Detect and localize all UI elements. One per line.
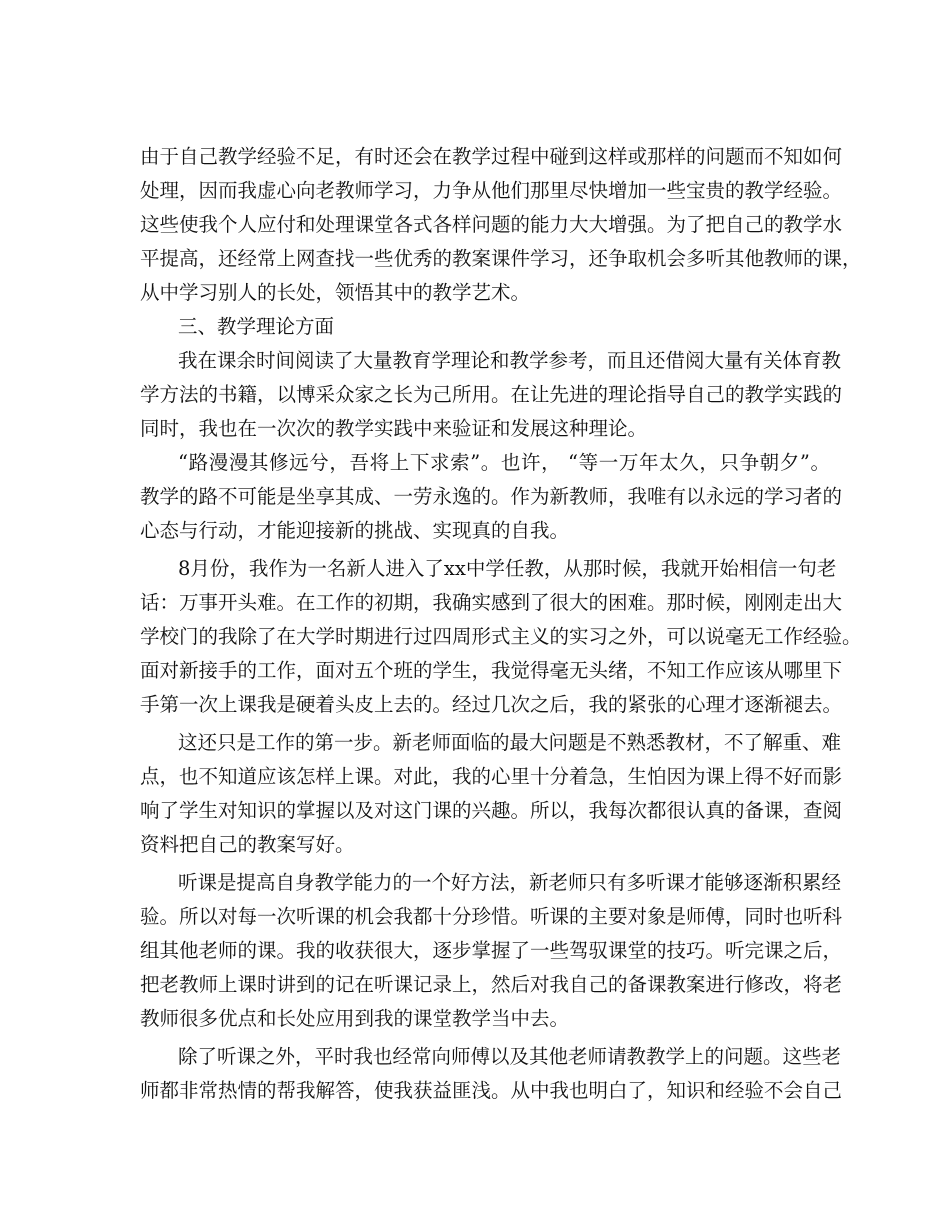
paragraph-line: 8月份，我作为一名新人进入了xx中学任教，从那时候，我就开始相信一句老 <box>178 557 837 580</box>
paragraph-line: 学校门的我除了在大学时期进行过四周形式主义的实习之外，可以说毫无工作经验。 <box>140 625 862 648</box>
paragraph-line: 话：万事开头难。在工作的初期，我确实感到了很大的困难。那时候，刚刚走出大 <box>140 591 843 614</box>
paragraph-line: 这还只是工作的第一步。新老师面临的最大问题是不熟悉教材，不了解重、难 <box>178 731 842 754</box>
paragraph-line: 把老教师上课时讲到的记在听课记录上，然后对我自己的备课教案进行修改，将老 <box>140 973 843 996</box>
paragraph-line: 教师很多优点和长处应用到我的课堂教学当中去。 <box>140 1007 570 1030</box>
paragraph-line: 师都非常热情的帮我解答，使我获益匪浅。从中我也明白了，知识和经验不会自己 <box>140 1079 843 1102</box>
paragraph-line: 我在课余时间阅读了大量教育学理论和教学参考，而且还借阅大量有关体育教 <box>178 349 842 372</box>
paragraph-line: 听课是提高自身教学能力的一个好方法，新老师只有多听课才能够逐渐积累经 <box>178 871 842 894</box>
section-heading: 三、教学理论方面 <box>178 315 335 338</box>
paragraph-line: 组其他老师的课。我的收获很大，逐步掌握了一些驾驭课堂的技巧。听完课之后， <box>140 939 843 962</box>
paragraph-line: 面对新接手的工作，面对五个班的学生，我觉得毫无头绪，不知工作应该从哪里下 <box>140 659 843 682</box>
paragraph-line: 学方法的书籍，以博采众家之长为己所用。在让先进的理论指导自己的教学实践的 <box>140 383 843 406</box>
paragraph-line: 除了听课之外，平时我也经常向师傅以及其他老师请教教学上的问题。这些老 <box>178 1045 842 1068</box>
paragraph-line: 这些使我个人应付和处理课堂各式各样问题的能力大大增强。为了把自己的教学水 <box>140 213 843 236</box>
paragraph-line: 教学的路不可能是坐享其成、一劳永逸的。作为新教师，我唯有以永远的学习者的 <box>140 485 843 508</box>
paragraph-line: 由于自己教学经验不足，有时还会在教学过程中碰到这样或那样的问题而不知如何 <box>140 145 843 168</box>
document-body <box>140 140 862 1108</box>
paragraph-line: 处理，因而我虚心向老教师学习，力争从他们那里尽快增加一些宝贵的教学经验。 <box>140 179 843 202</box>
paragraph-line: 同时，我也在一次次的教学实践中来验证和发展这种理论。 <box>140 417 648 440</box>
paragraph-line: 从中学习别人的长处，领悟其中的教学艺术。 <box>140 281 531 304</box>
paragraph-line: 响了学生对知识的掌握以及对这门课的兴趣。所以，我每次都很认真的备课，查阅 <box>140 799 843 822</box>
paragraph-line: 平提高，还经常上网查找一些优秀的教案课件学习，还争取机会多听其他教师的课， <box>140 247 862 270</box>
paragraph-line: 手第一次上课我是硬着头皮上去的。经过几次之后，我的紧张的心理才逐渐褪去。 <box>140 693 843 716</box>
paragraph-line: 心态与行动，才能迎接新的挑战、实现真的自我。 <box>140 519 570 542</box>
paragraph-line: 验。所以对每一次听课的机会我都十分珍惜。听课的主要对象是师傅，同时也听科 <box>140 905 843 928</box>
paragraph-line: 资料把自己的教案写好。 <box>140 833 355 856</box>
paragraph-line: 点，也不知道应该怎样上课。对此，我的心里十分着急，生怕因为课上得不好而影 <box>140 765 843 788</box>
paragraph-line: “路漫漫其修远兮，吾将上下求索”。也许， “等一万年太久，只争朝夕”。 <box>178 451 830 474</box>
